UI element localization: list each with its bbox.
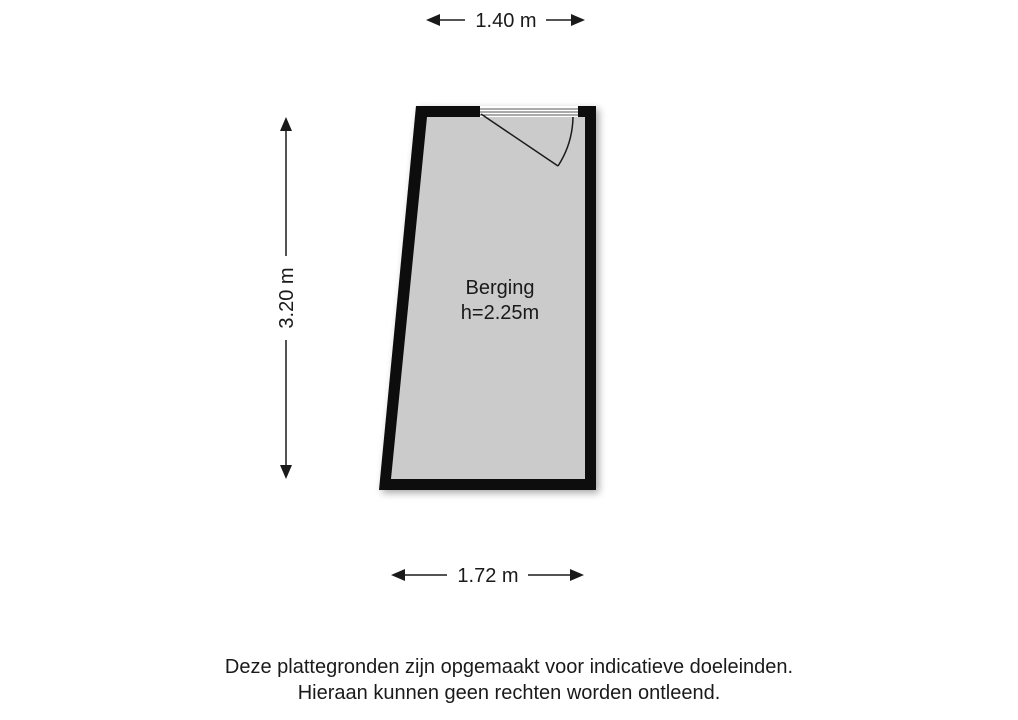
room-name: Berging: [465, 277, 535, 299]
dimension-bottom-label: 1.72 m: [457, 565, 519, 587]
room-height: h=2.25m: [460, 302, 540, 324]
dimension-top-label: 1.40 m: [475, 10, 537, 32]
dimension-left: [276, 117, 298, 479]
disclaimer: [0, 654, 1018, 706]
dimension-bottom: [391, 565, 584, 587]
disclaimer-line-1: Deze plattegronden zijn opgemaakt voor indicatieve doeleinden.: [224, 656, 794, 678]
disclaimer-line-2: Hieraan kunnen geen rechten worden ontleend.: [297, 682, 721, 704]
dimension-left-label: 3.20 m: [276, 267, 298, 329]
dimension-top: [426, 10, 585, 32]
